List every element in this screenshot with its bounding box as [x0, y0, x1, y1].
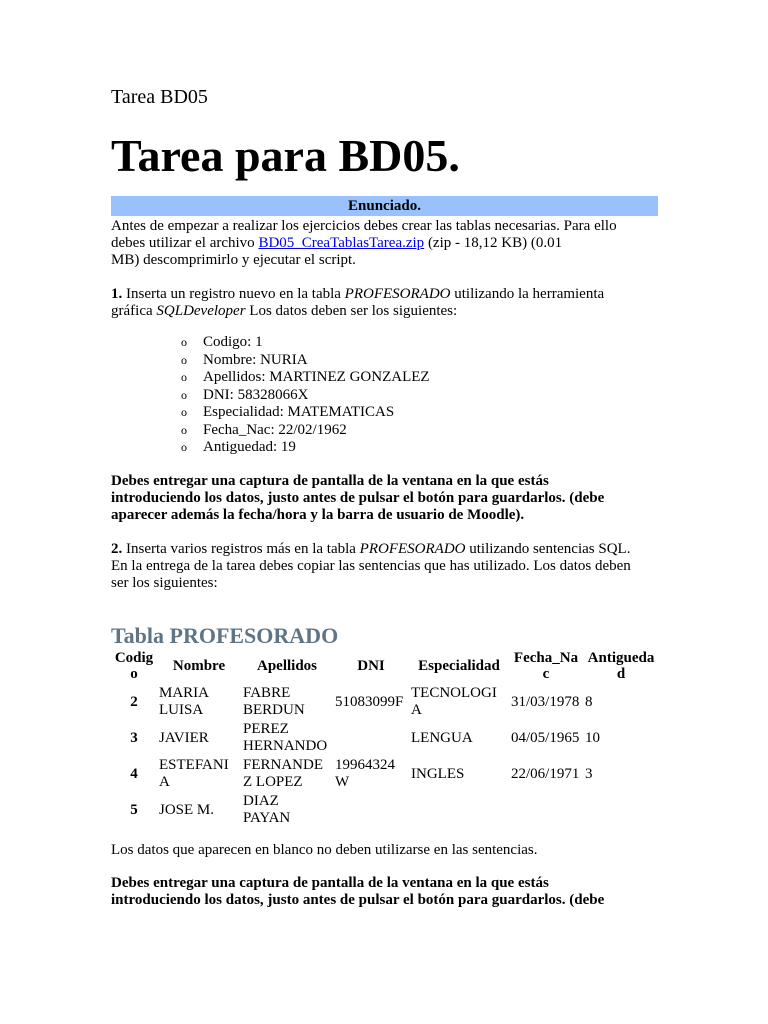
list-item [181, 439, 430, 457]
exercise-2-paragraph [111, 541, 659, 592]
column-header: Fecha_Na c [513, 650, 579, 682]
table-cell: 04/05/1965 [511, 729, 580, 746]
bold-line: introduciendo los datos, justo antes de pulsar el botón para guardarlos. (debe [111, 490, 605, 506]
column-header: Apellidos [256, 658, 317, 674]
profesorado-table [111, 648, 659, 828]
bullet-icon: o [181, 335, 187, 349]
table-cell [509, 792, 583, 828]
bullet-icon: o [181, 387, 187, 402]
column-header: Nombre [172, 658, 226, 674]
table-title: Tabla PROFESORADO [111, 623, 339, 648]
intro-line: MB) descomprimirlo y ejecutar el script. [111, 252, 356, 268]
table-cell: 2 [130, 693, 138, 710]
table-cell: 31/03/1978 [511, 693, 580, 710]
table-cell: 8 [585, 693, 593, 710]
column-header: Especialidad [418, 658, 500, 674]
table-cell: 10 [585, 729, 600, 746]
table-cell: FABRE BERDUN [243, 685, 305, 718]
table-cell: LENGUA [411, 729, 473, 746]
list-item-text: DNI: 58328066X [203, 386, 309, 403]
bullet-icon: o [181, 352, 187, 367]
table-header-row [111, 648, 659, 684]
list-item [181, 369, 430, 387]
intro-text: (zip - 18,12 KB) (0.01 [424, 235, 563, 251]
table-cell: MARIA LUISA [159, 685, 210, 718]
table-cell: JOSE M. [159, 801, 215, 818]
list-item-text: Apellidos: MARTINEZ GONZALEZ [203, 369, 430, 385]
bullet-icon: o [181, 440, 187, 454]
list-item-text: Antiguedad: 19 [203, 439, 296, 455]
table-cell: 5 [130, 801, 138, 818]
list-item-text: Nombre: NURIA [203, 351, 308, 368]
intro-line [111, 235, 659, 252]
column-header: Codig o [114, 650, 154, 682]
table-row [111, 756, 659, 792]
bold-line: Debes entregar una captura de pantalla de la ventana en la que estás [111, 875, 549, 891]
ex2-table-name: PROFESORADO [359, 541, 466, 557]
table-cell [409, 792, 509, 828]
ex1-line [111, 303, 659, 320]
table-cell: FERNANDE Z LOPEZ [243, 757, 324, 790]
ex2-delivery-note [111, 875, 659, 909]
ex1-text: gráfica [111, 303, 157, 319]
intro-paragraph [111, 218, 659, 269]
section-banner: Enunciado. [111, 196, 658, 216]
blank-data-note: Los datos que aparecen en blanco no deben utilizarse en las sentencias. [111, 842, 538, 858]
list-item [181, 422, 430, 440]
table-cell: 3 [585, 765, 593, 782]
exercise-1-paragraph [111, 286, 659, 320]
bullet-icon: o [181, 405, 187, 419]
page-title: Tarea para BD05. [111, 130, 460, 181]
table-cell: 51083099F [335, 693, 404, 710]
bold-line: aparecer además la fecha/hora y la barra de usuario de Moodle). [111, 507, 525, 523]
table-cell [583, 792, 659, 828]
table-cell: INGLES [411, 765, 465, 782]
table-cell: PEREZ HERNANDO [243, 721, 328, 754]
zip-download-link[interactable]: BD05_CreaTablasTarea.zip [258, 235, 425, 251]
page-header: Tarea BD05 [111, 86, 208, 108]
ex1-delivery-note [111, 473, 659, 524]
list-item [181, 352, 430, 370]
intro-line: Antes de empezar a realizar los ejercicios debes crear las tablas necesarias. Para ello [111, 218, 617, 234]
list-item-text: Especialidad: MATEMATICAS [203, 404, 395, 420]
ex1-line [111, 286, 659, 303]
bullet-icon: o [181, 370, 187, 384]
table-cell: 4 [130, 765, 138, 782]
column-header: Antigueda d [587, 650, 655, 682]
ex1-text: Inserta un registro nuevo en la tabla [122, 286, 345, 302]
table-cell: 3 [130, 729, 138, 746]
table-row [111, 684, 659, 720]
ex1-tool-name: SQLDeveloper [156, 303, 246, 319]
ex2-line: En la entrega de la tarea debes copiar las sentencias que has utilizado. Los datos deben [111, 558, 631, 574]
table-cell: TECNOLOGI A [411, 685, 497, 718]
table-cell [333, 792, 409, 828]
bold-line: Debes entregar una captura de pantalla de la ventana en la que estás [111, 473, 549, 489]
ex2-text: utilizando sentencias SQL. [465, 541, 631, 557]
table-cell [333, 720, 409, 756]
ex1-table-name: PROFESORADO [344, 286, 451, 302]
ex1-text: Los datos deben ser los siguientes: [245, 303, 458, 319]
list-item [181, 404, 430, 422]
column-header: DNI [357, 658, 385, 674]
bullet-icon: o [181, 422, 187, 437]
list-item [181, 334, 430, 352]
bold-line: introduciendo los datos, justo antes de pulsar el botón para guardarlos. (debe [111, 892, 605, 908]
table-cell: 19964324 W [335, 757, 395, 790]
intro-text: debes utilizar el archivo [111, 235, 259, 251]
list-item [181, 387, 430, 405]
ex2-number: 2. [111, 541, 123, 557]
table-cell: 22/06/1971 [511, 765, 580, 782]
ex2-line: ser los siguientes: [111, 575, 218, 591]
list-item-text: Codigo: 1 [203, 334, 263, 350]
table-row [111, 720, 659, 756]
ex2-line [111, 541, 659, 558]
table-cell: JAVIER [159, 729, 209, 746]
ex1-text: utilizando la herramienta [450, 286, 605, 302]
field-list [181, 334, 430, 457]
ex2-text: Inserta varios registros más en la tabla [122, 541, 360, 557]
table-cell: DIAZ PAYAN [243, 793, 291, 826]
ex1-number: 1. [111, 286, 123, 302]
list-item-text: Fecha_Nac: 22/02/1962 [203, 421, 347, 438]
table-cell: ESTEFANI A [159, 757, 229, 790]
table-row [111, 792, 659, 828]
